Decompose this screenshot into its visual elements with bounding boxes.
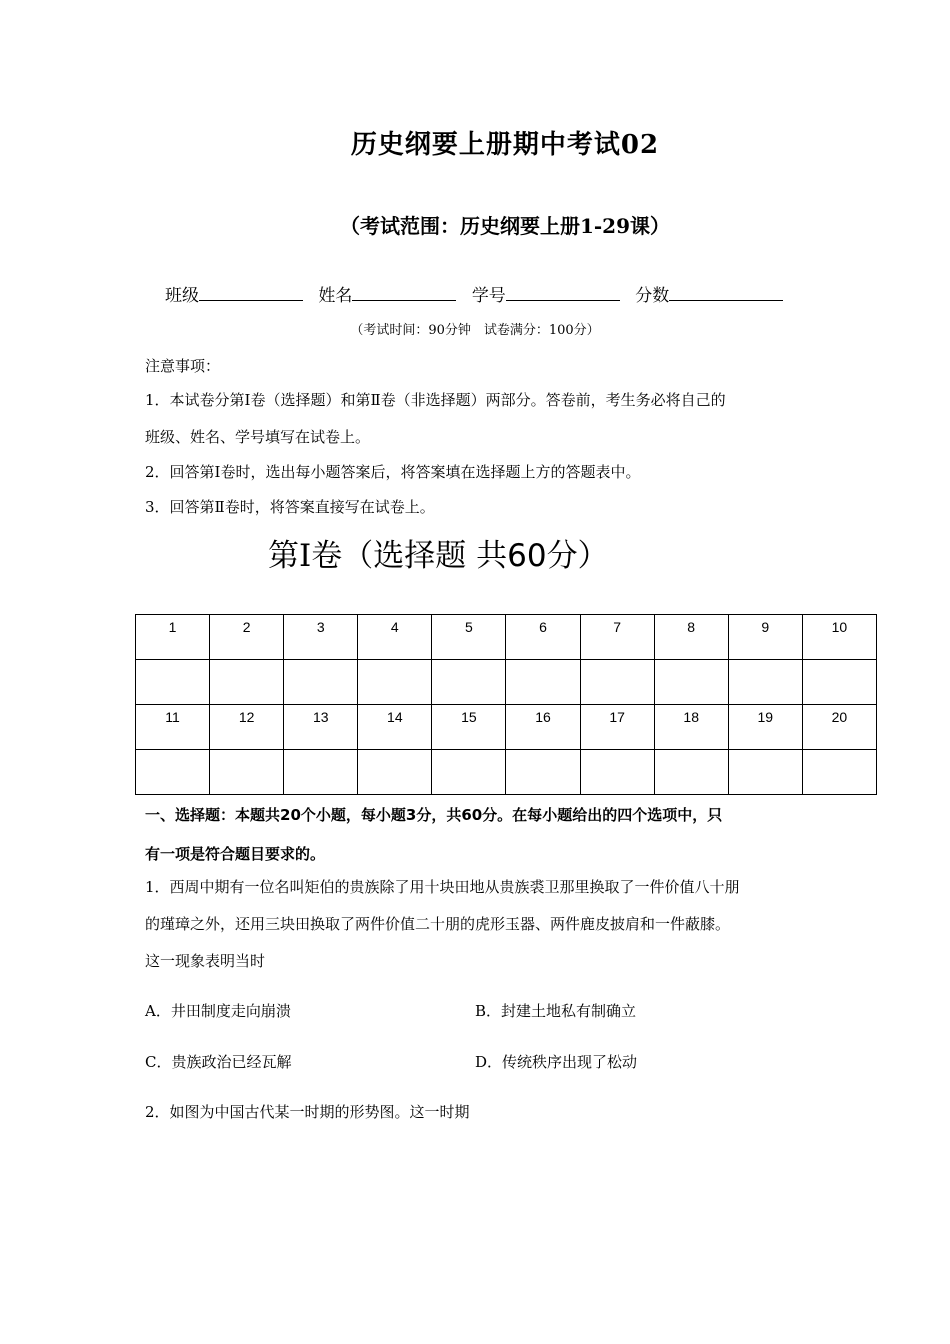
class-blank (199, 282, 303, 301)
answer-cell[interactable] (506, 750, 580, 795)
answer-cell[interactable] (802, 750, 876, 795)
answer-cell[interactable] (136, 750, 210, 795)
answer-cell[interactable] (210, 660, 284, 705)
table-cell: 7 (580, 615, 654, 660)
table-cell: 16 (506, 705, 580, 750)
answer-cell[interactable] (432, 660, 506, 705)
answer-cell[interactable] (284, 660, 358, 705)
answer-cell[interactable] (728, 660, 802, 705)
table-cell: 18 (654, 705, 728, 750)
section-1-title-prefix: 第Ⅰ卷（选择题 共 (268, 538, 508, 574)
notice-item-1-cont: 班级、姓名、学号填写在试卷上。 (145, 428, 371, 446)
answer-table-blank-row-2 (136, 750, 877, 795)
answer-table-blank-row-1 (136, 660, 877, 705)
student-info-line (165, 281, 793, 306)
answer-cell[interactable] (580, 660, 654, 705)
answer-cell[interactable] (580, 750, 654, 795)
question-1-line-1: 1．西周中期有一位名叫矩伯的贵族除了用十块田地从贵族裘卫那里换取了一件价值八十朋 (145, 878, 740, 896)
notice-item-2: 2．回答第Ⅰ卷时，选出每小题答案后，将答案填在选择题上方的答题表中。 (145, 463, 641, 481)
part-1-heading: 一、选择题：本题共20个小题，每小题3分，共60分。在每小题给出的四个选项中，只 (145, 806, 723, 824)
score-blank (669, 282, 783, 301)
student-id-blank (506, 282, 620, 301)
answer-table-header-row-2 (136, 705, 877, 750)
answer-cell[interactable] (358, 660, 432, 705)
answer-cell[interactable] (210, 750, 284, 795)
name-label: 姓名 (318, 286, 353, 306)
answer-cell[interactable] (506, 660, 580, 705)
table-cell: 17 (580, 705, 654, 750)
score-label: 分数 (635, 286, 670, 306)
section-1-title (268, 530, 609, 575)
notice-heading: 注意事项： (145, 357, 221, 375)
table-cell: 13 (284, 705, 358, 750)
question-1-option-c[interactable]: C．贵族政治已经瓦解 (145, 1053, 292, 1071)
notice-item-3: 3．回答第Ⅱ卷时，将答案直接写在试卷上。 (145, 498, 435, 516)
answer-cell[interactable] (432, 750, 506, 795)
answer-table (135, 614, 877, 795)
table-cell: 11 (136, 705, 210, 750)
table-cell: 19 (728, 705, 802, 750)
table-cell: 14 (358, 705, 432, 750)
table-cell: 12 (210, 705, 284, 750)
table-cell: 5 (432, 615, 506, 660)
answer-cell[interactable] (802, 660, 876, 705)
question-1-line-3: 这一现象表明当时 (145, 952, 266, 970)
name-blank (352, 282, 456, 301)
exam-time-score: （考试时间：90分钟 试卷满分：100分） (350, 323, 600, 338)
part-1-heading-cont: 有一项是符合题目要求的。 (145, 845, 326, 863)
question-1-option-b[interactable]: B．封建土地私有制确立 (475, 1002, 637, 1020)
table-cell: 3 (284, 615, 358, 660)
exam-scope-subtitle: （考试范围：历史纲要上册1-29课） (339, 214, 671, 238)
table-cell: 6 (506, 615, 580, 660)
question-1-option-d[interactable]: D．传统秩序出现了松动 (475, 1053, 638, 1071)
answer-cell[interactable] (136, 660, 210, 705)
answer-cell[interactable] (654, 660, 728, 705)
table-cell: 4 (358, 615, 432, 660)
table-cell: 9 (728, 615, 802, 660)
section-1-title-num: 60 (507, 538, 547, 574)
answer-cell[interactable] (284, 750, 358, 795)
question-1-line-2: 的瑾璋之外，还用三块田换取了两件价值二十朋的虎形玉器、两件鹿皮披肩和一件蔽膝。 (145, 915, 731, 933)
answer-cell[interactable] (358, 750, 432, 795)
table-cell: 10 (802, 615, 876, 660)
table-cell: 1 (136, 615, 210, 660)
page-title: 历史纲要上册期中考试02 (350, 130, 660, 160)
section-1-title-suffix: 分） (546, 538, 609, 574)
answer-cell[interactable] (654, 750, 728, 795)
table-cell: 8 (654, 615, 728, 660)
question-1-option-a[interactable]: A．井田制度走向崩溃 (145, 1002, 291, 1020)
answer-cell[interactable] (728, 750, 802, 795)
table-cell: 15 (432, 705, 506, 750)
table-cell: 20 (802, 705, 876, 750)
question-2-line-1: 2．如图为中国古代某一时期的形势图。这一时期 (145, 1103, 470, 1121)
notice-item-1: 1．本试卷分第Ⅰ卷（选择题）和第Ⅱ卷（非选择题）两部分。答卷前，考生务必将自己的 (145, 391, 726, 409)
table-cell: 2 (210, 615, 284, 660)
class-label: 班级 (165, 286, 199, 306)
answer-table-header-row-1 (136, 615, 877, 660)
student-id-label: 学号 (471, 286, 506, 306)
